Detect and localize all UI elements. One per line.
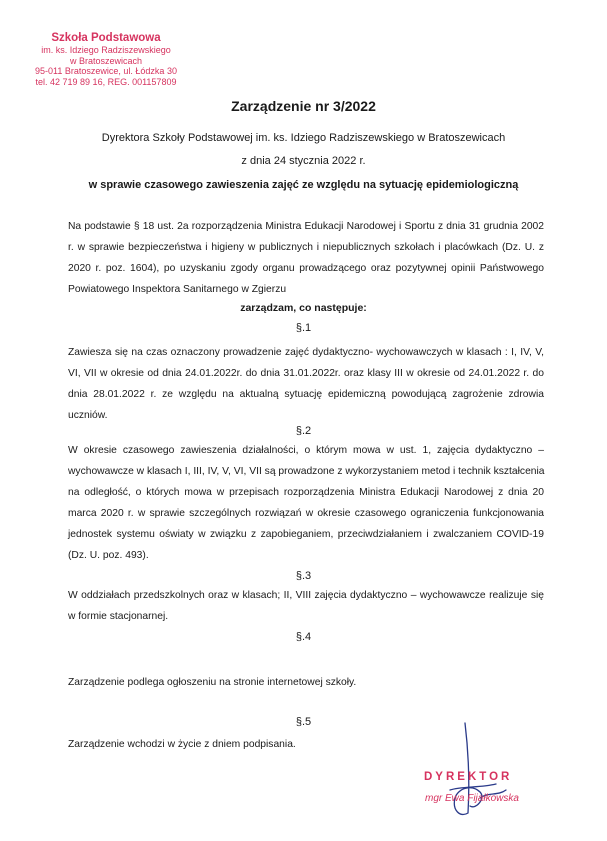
section-line: Zawiesza się na czas oznaczony prowadzenie zajęć dydaktyczno- wychowawczych w klasach : I, IV, V, bbox=[68, 347, 544, 358]
section-line: wychowawcze w klasach I, III, IV, V, VI, VII są prowadzone z wykorzystaniem metod i technik kształcenia bbox=[68, 466, 545, 477]
section-line: w formie stacjonarnej. bbox=[68, 611, 169, 622]
document-title: Zarządzenie nr 3/2022 bbox=[231, 98, 376, 114]
stamp-line-3: 95-011 Bratoszewice, ul. Łódzka 30 bbox=[35, 66, 177, 76]
preamble-line: Na podstawie § 18 ust. 2a rozporządzenia Ministra Edukacji Narodowej i Sportu z dnia 31 grudnia 2002 bbox=[68, 221, 544, 232]
section-4-label: §.4 bbox=[295, 631, 312, 643]
section-4-text bbox=[68, 672, 544, 693]
stamp-line-4: tel. 42 719 89 16, REG. 001157809 bbox=[35, 76, 177, 87]
section-line: Zarządzenie podlega ogłoszeniu na stronie internetowej szkoły. bbox=[68, 677, 357, 688]
section-line: W okresie czasowego zawieszenia działalności, o którym mowa w ust. 1, zajęcia dydaktyczno – bbox=[68, 445, 544, 456]
preamble-line: Powiatowego Inspektora Sanitarnego w Zgierzu bbox=[68, 284, 287, 295]
section-line: uczniów. bbox=[68, 410, 108, 421]
section-2-label: §.2 bbox=[295, 425, 312, 437]
document-issuer: Dyrektora Szkoły Podstawowej im. ks. Idziego Radziszewskiego w Bratoszewicach bbox=[101, 132, 506, 144]
preamble-paragraph bbox=[68, 216, 544, 300]
stamp-line-2: w Bratoszewicach bbox=[69, 55, 143, 66]
stamp-line-1: im. ks. Idziego Radziszewskiego bbox=[41, 45, 171, 55]
section-5-label: §.5 bbox=[295, 716, 312, 728]
section-line: marca 2020 r. w sprawie szczególnych rozwiązań w okresie czasowego ograniczenia funkcjonowania bbox=[68, 508, 544, 519]
document-subject: w sprawie czasowego zawieszenia zajęć ze względu na sytuację epidemiologiczną bbox=[88, 179, 519, 191]
decree-heading: zarządzam, co następuje: bbox=[240, 302, 367, 314]
signature-name: mgr Ewa Fijałkowska bbox=[425, 793, 519, 804]
section-3-text bbox=[68, 585, 544, 627]
preamble-line: 2020 r. poz. 1604), po uzyskaniu zgody organu prowadzącego oraz pozytywnej opinii Państwowego bbox=[68, 263, 544, 274]
preamble-line: r. w sprawie bezpieczeństwa i higieny w publicznych i niepublicznych szkołach i placówkach (Dz. U. z bbox=[68, 242, 544, 253]
school-stamp bbox=[26, 32, 186, 87]
section-line: dnia 28.01.2022 r. ze względu na aktualną sytuację epidemiczną powodującą zagrożenie zdrowia bbox=[68, 389, 544, 400]
section-line: W oddziałach przedszkolnych oraz w klasach; II, VIII zajęcia dydaktyczno – wychowawcze realizuje się bbox=[68, 590, 544, 601]
section-line: (Dz. U. poz. 493). bbox=[68, 550, 149, 561]
section-1-text bbox=[68, 342, 544, 426]
section-line: VI, VII w okresie od dnia 24.01.2022r. do dnia 31.01.2022r. oraz klasy III w okresie od 24.01.2022 r. do bbox=[68, 368, 544, 379]
signature-title: DYREKTOR bbox=[424, 771, 513, 783]
section-line: na odległość, o których mowa w przepisach rozporządzenia Ministra Edukacji Narodowej z dnia 20 bbox=[68, 487, 544, 498]
section-line: Zarządzenie wchodzi w życie z dniem podpisania. bbox=[68, 739, 296, 750]
stamp-school-name: Szkoła Podstawowa bbox=[51, 32, 161, 44]
section-1-label: §.1 bbox=[295, 322, 312, 334]
section-line: jednostek systemu oświaty w związku z zapobieganiem, przeciwdziałaniem i zwalczaniem COVID-19 bbox=[68, 529, 544, 540]
section-2-text bbox=[68, 440, 544, 566]
document-date: z dnia 24 stycznia 2022 r. bbox=[241, 155, 366, 167]
section-3-label: §.3 bbox=[295, 570, 312, 582]
